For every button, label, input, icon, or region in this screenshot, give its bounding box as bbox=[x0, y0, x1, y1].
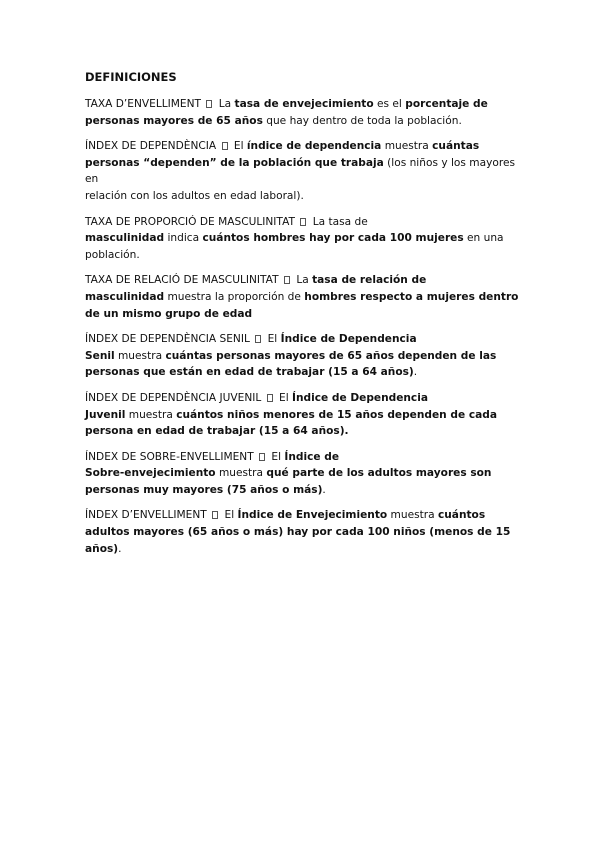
missing-glyph-icon bbox=[255, 335, 261, 343]
text-line bbox=[85, 306, 525, 323]
bold-text-run: masculinidad bbox=[85, 232, 165, 245]
text-line bbox=[85, 482, 525, 499]
definition-paragraph bbox=[85, 138, 525, 204]
bold-text-run: hombres respecto a mujeres dentro bbox=[304, 290, 519, 303]
bold-text-run: porcentaje de bbox=[405, 98, 488, 110]
text-line bbox=[85, 541, 525, 558]
bold-text-run: Senil bbox=[85, 349, 115, 362]
bold-text-run: personas mayores de 65 años bbox=[85, 114, 263, 127]
text-line bbox=[85, 96, 525, 113]
text-run: El bbox=[221, 509, 238, 522]
text-run: muestra bbox=[387, 509, 438, 522]
text-run: La bbox=[292, 274, 313, 287]
bold-text-run: qué parte de los adultos mayores son bbox=[266, 467, 492, 480]
text-run: El bbox=[275, 391, 293, 404]
bold-text-run: Índice de Dependencia bbox=[292, 391, 428, 404]
text-run: muestra bbox=[114, 349, 166, 362]
bold-text-run: de un mismo grupo de edad bbox=[85, 307, 253, 320]
missing-glyph-icon bbox=[259, 453, 265, 461]
text-run: TAXA DE PROPORCIÓ DE MASCULINITAT bbox=[85, 215, 299, 228]
bold-text-run: Juvenil bbox=[85, 408, 126, 421]
text-run: . bbox=[413, 366, 418, 379]
definition-paragraph bbox=[85, 390, 525, 440]
text-run: El bbox=[230, 140, 247, 153]
bold-text-run: años) bbox=[85, 542, 119, 555]
text-line bbox=[85, 138, 525, 155]
text-run: El bbox=[268, 450, 285, 463]
text-run: en una bbox=[463, 232, 504, 245]
text-line bbox=[85, 364, 525, 381]
text-run: muestra la proporción de bbox=[164, 290, 305, 303]
bold-text-run: Índice de bbox=[284, 450, 340, 463]
text-run: muestra bbox=[125, 408, 177, 421]
text-line bbox=[85, 214, 525, 231]
text-run: indica bbox=[164, 232, 203, 245]
text-run: . bbox=[322, 483, 326, 496]
text-run: ÍNDEX DE DEPENDÈNCIA bbox=[85, 140, 220, 153]
definition-paragraph bbox=[85, 507, 525, 557]
text-run: La tasa de bbox=[309, 215, 368, 228]
bold-text-run: tasa de relación de bbox=[312, 274, 427, 287]
text-line bbox=[85, 272, 525, 289]
missing-glyph-icon bbox=[267, 394, 273, 402]
bold-text-run: cuántos bbox=[437, 509, 486, 522]
text-run: ÍNDEX DE DEPENDÈNCIA SENIL bbox=[85, 333, 254, 346]
bold-text-run: cuántos hombres hay por cada 100 mujeres bbox=[202, 232, 464, 245]
text-line bbox=[85, 465, 525, 482]
definition-paragraph bbox=[85, 272, 525, 322]
missing-glyph-icon bbox=[206, 100, 212, 108]
bold-text-run: cuántas personas mayores de 65 años dependen de las bbox=[165, 349, 497, 362]
text-line bbox=[85, 155, 525, 188]
text-line bbox=[85, 247, 525, 264]
text-line bbox=[85, 390, 525, 407]
bold-text-run: masculinidad bbox=[85, 290, 165, 303]
missing-glyph-icon bbox=[300, 218, 306, 226]
text-run: ÍNDEX DE DEPENDÈNCIA JUVENIL bbox=[85, 391, 265, 404]
missing-glyph-icon bbox=[284, 276, 290, 284]
bold-text-run: índice de dependencia bbox=[246, 140, 382, 153]
bold-text-run: adultos mayores (65 años o más) hay por cada 100 niños (menos de 15 bbox=[85, 526, 511, 539]
text-run: relación con los adultos en edad laboral). bbox=[85, 189, 304, 202]
text-run: muestra bbox=[215, 467, 267, 480]
bold-text-run: Índice de Envejecimiento bbox=[237, 509, 388, 522]
bold-text-run: cuántas bbox=[432, 140, 480, 153]
text-run: población. bbox=[85, 248, 140, 261]
text-run: ÍNDEX DE SOBRE-ENVELLIMENT bbox=[85, 450, 258, 463]
text-run: es el bbox=[373, 98, 406, 110]
definitions-list bbox=[85, 96, 525, 557]
text-run: TAXA DE RELACIÓ DE MASCULINITAT bbox=[85, 274, 282, 287]
document-page bbox=[85, 69, 525, 566]
text-line bbox=[85, 230, 525, 247]
text-line bbox=[85, 449, 525, 466]
missing-glyph-icon bbox=[212, 511, 218, 519]
text-line bbox=[85, 331, 525, 348]
definition-paragraph bbox=[85, 96, 525, 129]
text-line bbox=[85, 524, 525, 541]
bold-text-run: tasa de envejecimiento bbox=[234, 98, 374, 110]
bold-text-run: personas “dependen” de la población que trabaja bbox=[85, 156, 384, 169]
page-title: DEFINICIONES bbox=[85, 70, 177, 84]
bold-text-run: personas que están en edad de trabajar (15 a 64 años) bbox=[85, 366, 414, 379]
definition-paragraph bbox=[85, 449, 525, 499]
definition-paragraph bbox=[85, 331, 525, 381]
text-line bbox=[85, 348, 525, 365]
text-line bbox=[85, 423, 525, 440]
text-run: muestra bbox=[381, 140, 433, 153]
text-line bbox=[85, 188, 525, 205]
bold-text-run: persona en edad de trabajar (15 a 64 años). bbox=[85, 425, 349, 438]
bold-text-run: personas muy mayores (75 años o más) bbox=[85, 483, 323, 496]
bold-text-run: cuántos niños menores de 15 años dependen de cada bbox=[176, 408, 498, 421]
text-run: (los niños y los mayores en bbox=[85, 156, 516, 186]
text-line bbox=[85, 507, 525, 524]
definition-paragraph bbox=[85, 214, 525, 264]
text-run: . bbox=[118, 542, 122, 555]
bold-text-run: Sobre-envejecimiento bbox=[85, 467, 216, 480]
text-run: La bbox=[215, 98, 235, 110]
text-line bbox=[85, 289, 525, 306]
missing-glyph-icon bbox=[222, 142, 228, 150]
text-run: que hay dentro de toda la población. bbox=[262, 114, 462, 127]
text-line bbox=[85, 113, 525, 130]
text-run: TAXA D’ENVELLIMENT bbox=[85, 98, 205, 110]
text-run: El bbox=[264, 333, 281, 346]
text-line bbox=[85, 407, 525, 424]
bold-text-run: Índice de Dependencia bbox=[280, 333, 417, 346]
text-run: ÍNDEX D’ENVELLIMENT bbox=[85, 509, 211, 522]
